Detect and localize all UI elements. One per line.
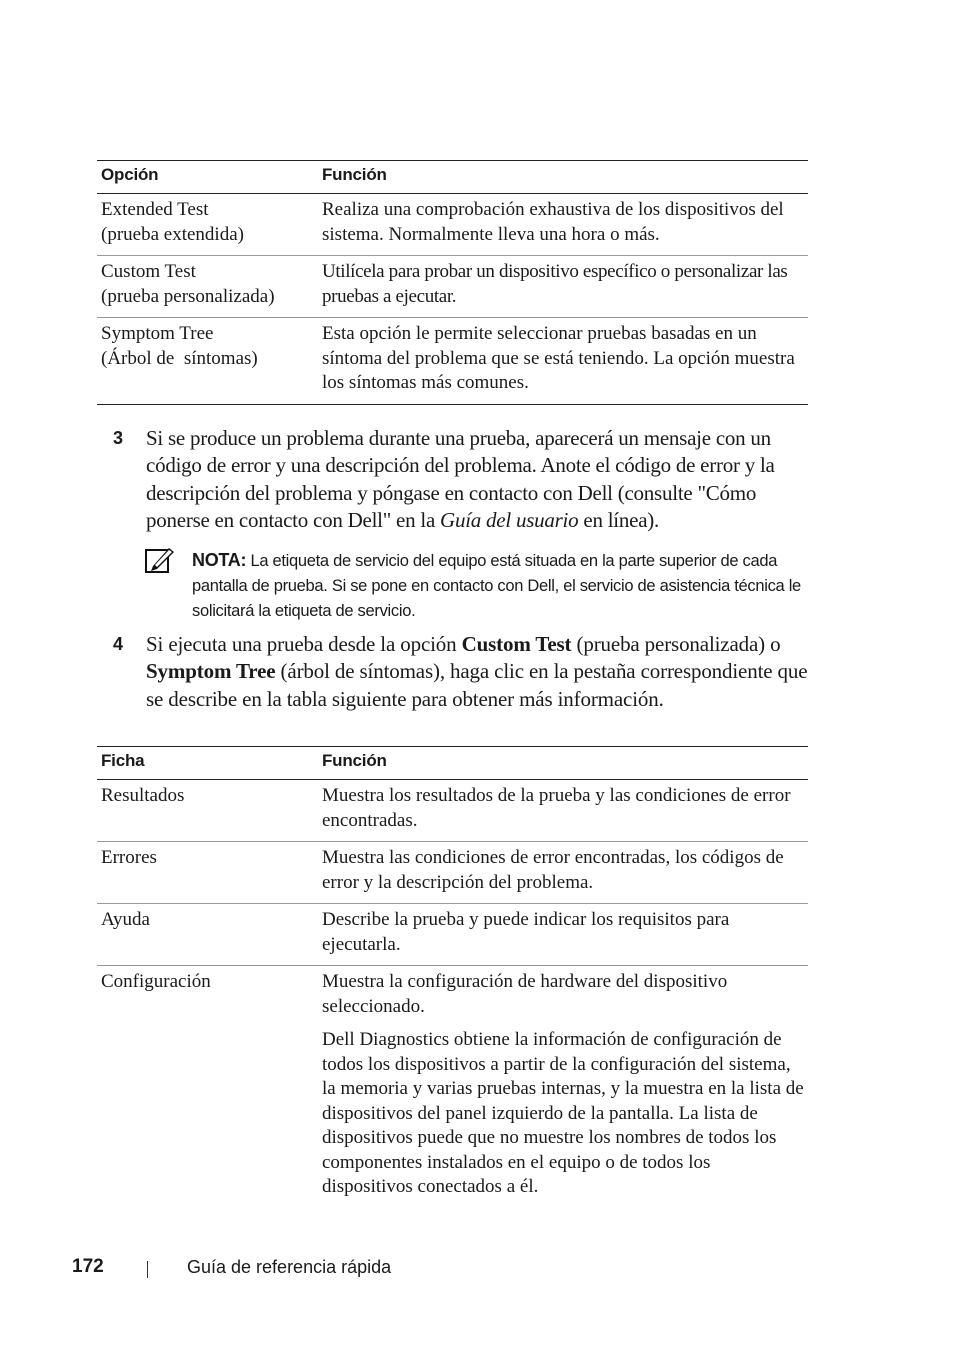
pencil-note-icon — [145, 546, 175, 574]
function-cell: Esta opción le permite seleccionar pruebas basadas en un síntoma del problema que se está teniendo. La opción muestra los síntomas más comunes. — [318, 318, 808, 405]
options-table — [97, 160, 808, 405]
symptom-tree-term: Symptom Tree — [146, 659, 276, 684]
tab-cell: Errores — [97, 842, 318, 904]
note-text: NOTA: La etiqueta de servicio del equipo está situada en la parte superior de cada pantalla de prueba. Si se pone en contacto con Dell, el servicio de asistencia técnica le solicitará la etiqueta de servicio. — [192, 550, 801, 620]
tab-cell: Resultados — [97, 780, 318, 842]
column-header: Función — [318, 747, 808, 780]
table-row — [97, 194, 808, 256]
table-row — [97, 318, 808, 405]
step-text: Si ejecuta una prueba desde la opción Custom Test (prueba personalizada) o Symptom Tree (árbol de síntomas), haga clic en la pestaña correspondiente que se describe en la tabla siguiente para obtener más información. — [146, 632, 808, 711]
step-number: 3 — [113, 428, 124, 448]
table-header-row — [97, 161, 808, 194]
table-row — [97, 966, 808, 1208]
step-text: Si se produce un problema durante una prueba, aparecerá un mensaje con un código de error y una descripción del problema. Anote el código de error y la descripción del problema y póngase en contacto con Dell (consulte "Cómo ponerse en contacto con Dell" en la Guía del usuario en línea). — [146, 426, 775, 532]
function-cell: Realiza una comprobación exhaustiva de los dispositivos del sistema. Normalmente lleva una hora o más. — [318, 194, 808, 256]
option-cell — [97, 256, 318, 318]
tabs-table — [97, 746, 808, 1208]
option-translation: (Árbol de síntomas) — [101, 347, 258, 369]
column-header: Ficha — [97, 747, 318, 780]
table-row — [97, 780, 808, 842]
column-header: Opción — [97, 161, 318, 194]
footer-divider — [147, 1261, 148, 1278]
tab-cell: Ayuda — [97, 904, 318, 966]
function-cell: Muestra los resultados de la prueba y las condiciones de error encontradas. — [318, 780, 808, 842]
option-name: Custom Test — [101, 261, 196, 282]
table-row — [97, 256, 808, 318]
tab-cell: Configuración — [101, 971, 211, 992]
guide-title: Guía del usuario — [440, 507, 579, 532]
table-row — [97, 904, 808, 966]
option-translation: (prueba personalizada) — [101, 285, 275, 307]
option-name: Symptom Tree — [101, 323, 214, 344]
option-translation: (prueba extendida) — [101, 223, 244, 245]
footer-title: Guía de referencia rápida — [187, 1257, 392, 1277]
function-cell: Describe la prueba y puede indicar los requisitos para ejecutarla. — [318, 904, 808, 966]
note-label: NOTA: — [192, 550, 247, 570]
option-cell — [97, 194, 318, 256]
function-cell: Muestra la configuración de hardware del dispositivo seleccionado. Dell Diagnostics obtiene la información de configuración de todos los dispositivos a partir de la configuración del sistema, la memoria y varias pruebas internas, y la muestra en la lista de dispositivos del panel izquierdo de la pantalla. La lista de dispositivos puede que no muestre los nombres de todos los componentes instalados en el equipo o de todos los dispositivos conectados a él. — [322, 971, 804, 1197]
option-name: Extended Test — [101, 199, 209, 220]
function-cell: Utilícela para probar un dispositivo específico o personalizar las pruebas a ejecutar. — [318, 256, 808, 318]
table-header-row — [97, 747, 808, 780]
function-cell: Muestra las condiciones de error encontradas, los códigos de error y la descripción del problema. — [318, 842, 808, 904]
step-number: 4 — [113, 634, 124, 654]
option-cell — [97, 318, 318, 405]
page-number: 172 — [72, 1256, 104, 1277]
column-header: Función — [318, 161, 808, 194]
table-row — [97, 842, 808, 904]
custom-test-term: Custom Test — [461, 632, 572, 656]
